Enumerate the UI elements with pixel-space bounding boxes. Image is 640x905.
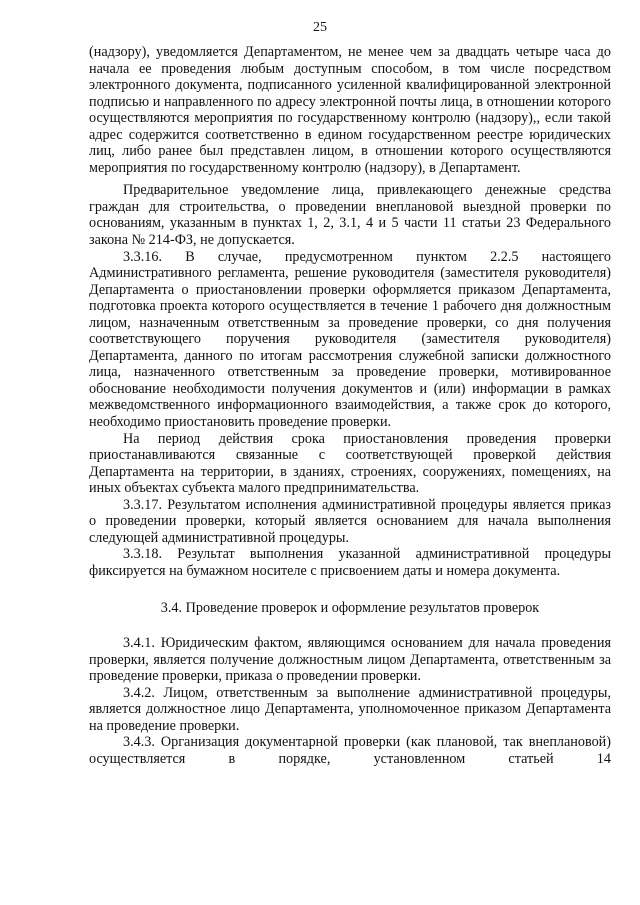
section-heading: 3.4. Проведение проверок и оформление результатов проверок — [160, 599, 540, 616]
paragraph: 3.3.18. Результат выполнения указанной административной процедуры фиксируется на бумажном носителе с присвоением даты и номера документа. — [89, 546, 611, 579]
paragraph: (надзору), уведомляется Департаментом, не менее чем за двадцать четыре часа до начала ее проведения любым доступным способом, в том числе посредством электронного документа, подписанного усиленной квалифицированной электронной подписью и направленного по адресу электронной почты лица, в отношении которого осуществляются мероприятия по государственному контролю (надзору),, если такой адрес содержится соответственно в едином государственном реестре юридических лиц, либо ранее был представлен лицом, в отношении которого осуществляются мероприятия по государственному контролю (надзору), в Департамент. — [89, 44, 611, 176]
paragraph: 3.4.3. Организация документарной проверки (как плановой, так внеплановой) осуществляется в порядке, установленном статьей 14 — [89, 734, 611, 767]
paragraph: 3.4.1. Юридическим фактом, являющимся основанием для начала проведения проверки, является получение должностным лицом Департамента, ответственным за проведение проверки, приказа о проведении проверки. — [89, 635, 611, 685]
paragraph: 3.4.2. Лицом, ответственным за выполнение административной процедуры, является должностное лицо Департамента, уполномоченное приказом Департамента на проведение проверки. — [89, 684, 611, 734]
document-body — [89, 44, 611, 767]
page-number: 25 — [313, 20, 327, 35]
paragraph: На период действия срока приостановления проведения проверки приостанавливаются связанные с соответствующей проверкой действия Департамента на территории, в зданиях, строениях, сооружениях, помещениях, на иных объектах субъекта малого предпринимательства. — [89, 430, 611, 497]
paragraph: 3.3.16. В случае, предусмотренном пунктом 2.2.5 настоящего Административного регламента, решение руководителя (заместителя руководителя) Департамента о приостановлении проверки оформляется приказом Департамента, подготовка проекта которого осуществляется в течение 1 рабочего дня должностным лицом, назначенным ответственным за проведение проверки, со дня получения соответствующего поручения руководителя (заместителя руководителя) Департамента, данного по итогам рассмотрения служебной записки должностного лица, назначенного ответственным за проведение проверки, мотивированное обоснование необходимости получения документов и (или) информации в рамках межведомственного информационного взаимодействия, а также срок до которого, необходимо приостановить проведение проверки. — [89, 248, 611, 431]
paragraph: 3.3.17. Результатом исполнения административной процедуры является приказ о проведении проверки, который является основанием для начала выполнения следующей административной процедуры. — [89, 496, 611, 546]
paragraph: Предварительное уведомление лица, привлекающего денежные средства граждан для строительства, о проведении внеплановой выездной проверки по основаниям, указанным в пунктах 1, 2, 3.1, 4 и 5 части 11 статьи 23 Федерального закона № 214-ФЗ, не допускается. — [89, 182, 611, 249]
